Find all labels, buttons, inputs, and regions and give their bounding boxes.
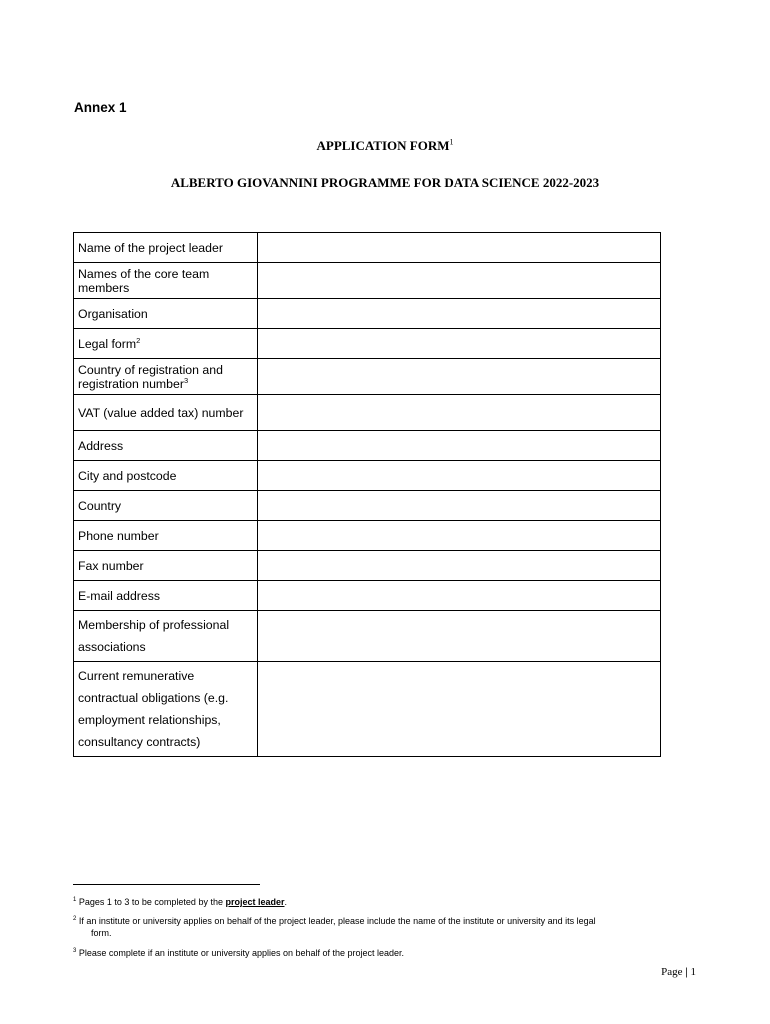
form-row-membership — [74, 611, 661, 662]
label-legal-form-text: Legal form — [78, 336, 137, 351]
input-legal-form[interactable] — [258, 329, 661, 359]
footnote-3-number: 3 — [73, 948, 77, 954]
form-row-registration — [74, 359, 661, 395]
label-city: City and postcode — [74, 461, 258, 491]
label-fax: Fax number — [74, 551, 258, 581]
label-core-team: Names of the core team members — [74, 263, 258, 299]
label-phone: Phone number — [74, 521, 258, 551]
input-country[interactable] — [258, 491, 661, 521]
label-obligations: Current remunerative contractual obligations (e.g. employment relationships, consultancy contracts) — [74, 662, 258, 757]
label-registration — [74, 359, 258, 395]
input-vat[interactable] — [258, 395, 661, 431]
label-vat: VAT (value added tax) number — [74, 395, 258, 431]
label-organisation: Organisation — [74, 299, 258, 329]
footnote-1-emphasis: project leader — [225, 897, 285, 907]
page-separator: | — [685, 966, 688, 978]
footnote-ref-2: 2 — [136, 335, 141, 345]
input-fax[interactable] — [258, 551, 661, 581]
footnote-2-continuation: form. — [91, 928, 112, 938]
form-row-project-leader — [74, 233, 661, 263]
footnote-ref-1: 1 — [449, 137, 454, 147]
input-project-leader[interactable] — [258, 233, 661, 263]
input-address[interactable] — [258, 431, 661, 461]
input-registration[interactable] — [258, 359, 661, 395]
form-row-phone — [74, 521, 661, 551]
form-row-legal-form — [74, 329, 661, 359]
footnote-2-text: If an institute or university applies on behalf of the project leader, please include the name of the institute or university and its legal — [78, 916, 596, 926]
form-row-obligations — [74, 662, 661, 757]
footnote-1-number: 1 — [73, 897, 77, 903]
footnote-1-text: Pages 1 to 3 to be completed by the — [78, 897, 226, 907]
input-organisation[interactable] — [258, 299, 661, 329]
footnote-3 — [73, 947, 698, 959]
label-email: E-mail address — [74, 581, 258, 611]
input-city[interactable] — [258, 461, 661, 491]
form-row-vat — [74, 395, 661, 431]
label-address: Address — [74, 431, 258, 461]
label-country: Country — [74, 491, 258, 521]
input-obligations[interactable] — [258, 662, 661, 757]
footnote-3-text: Please complete if an institute or university applies on behalf of the project leader. — [78, 948, 405, 958]
form-row-fax — [74, 551, 661, 581]
label-membership: Membership of professional associations — [74, 611, 258, 662]
page-number — [661, 966, 696, 978]
footnote-ref-3: 3 — [183, 375, 189, 385]
page-label: Page — [661, 966, 683, 978]
page-number-value: 1 — [690, 966, 696, 978]
form-row-email — [74, 581, 661, 611]
input-membership[interactable] — [258, 611, 661, 662]
form-row-address — [74, 431, 661, 461]
label-registration-text: Country of registration and registration number — [78, 362, 223, 391]
input-core-team[interactable] — [258, 263, 661, 299]
footnote-1-end: . — [284, 897, 288, 907]
form-title-text: APPLICATION FORM — [316, 138, 450, 153]
application-form-table — [73, 232, 661, 757]
label-project-leader: Name of the project leader — [74, 233, 258, 263]
label-legal-form — [74, 329, 258, 359]
input-phone[interactable] — [258, 521, 661, 551]
footnote-1 — [73, 896, 698, 908]
footnote-separator — [73, 884, 260, 885]
form-title — [0, 138, 770, 154]
form-row-city — [74, 461, 661, 491]
footnote-2-number: 2 — [73, 916, 77, 922]
footnote-2 — [73, 915, 698, 939]
form-row-country — [74, 491, 661, 521]
input-email[interactable] — [258, 581, 661, 611]
programme-title: ALBERTO GIOVANNINI PROGRAMME FOR DATA SCIENCE 2022-2023 — [170, 175, 600, 190]
form-row-core-team — [74, 263, 661, 299]
annex-heading: Annex 1 — [74, 100, 127, 115]
form-row-organisation — [74, 299, 661, 329]
